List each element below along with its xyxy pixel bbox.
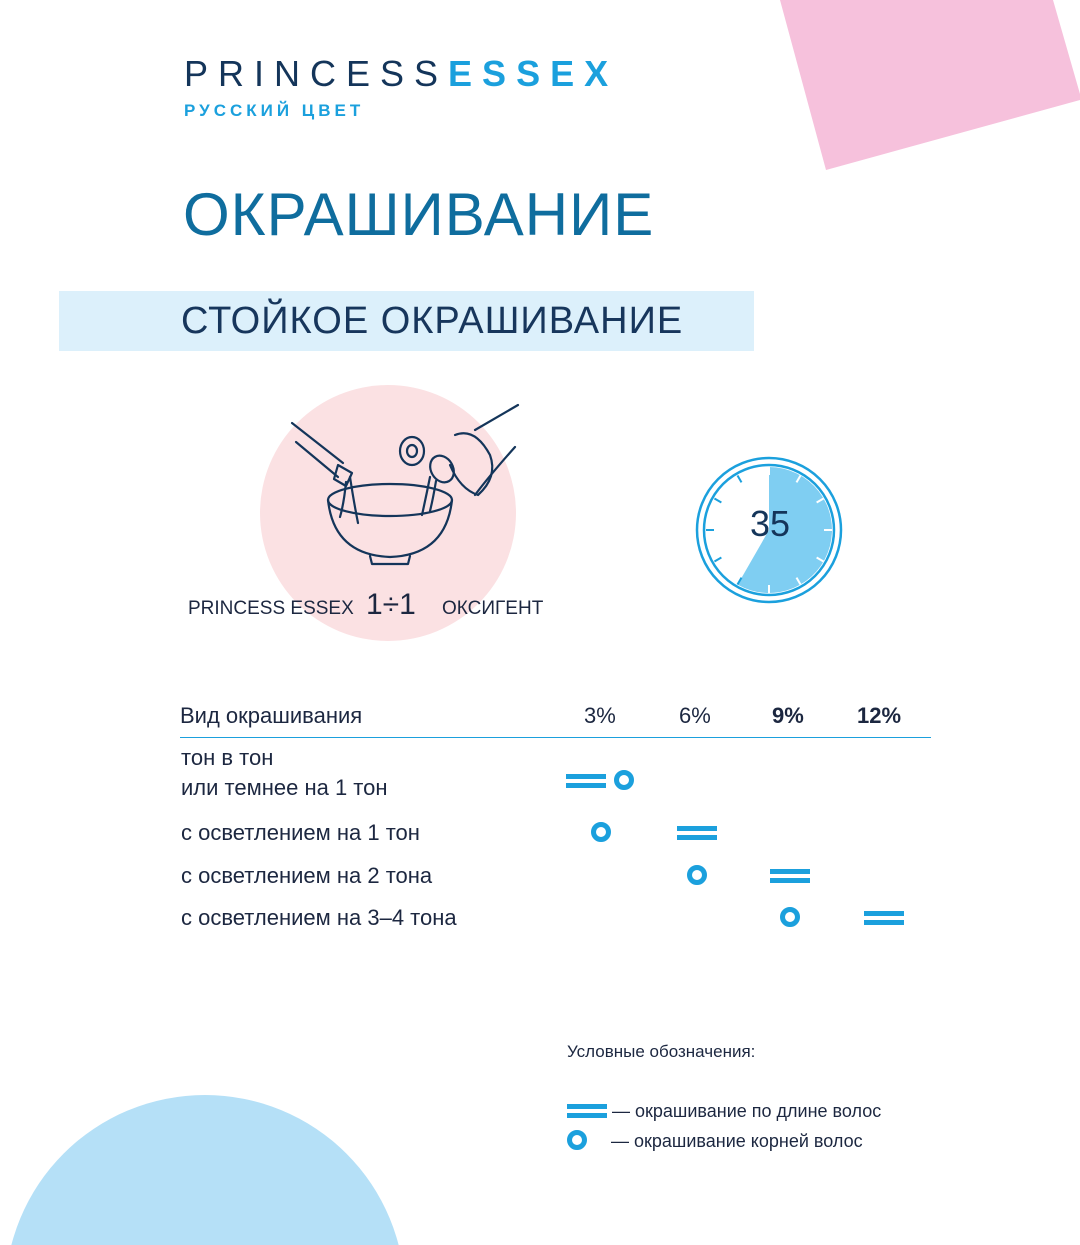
brand-name-part1: PRINCESS — [184, 53, 449, 94]
table-header-col-6: 6% — [679, 703, 711, 728]
timer-tick — [714, 558, 721, 562]
legend-roots-text: — окрашивание корней волос — [611, 1131, 863, 1151]
roots-coloring-marker — [780, 907, 800, 927]
timer-minutes: 35 — [749, 503, 791, 544]
brand-name-part2: ESSEX — [448, 53, 619, 94]
table-row-label: с осветлением на 3–4 тона — [181, 905, 457, 930]
brand-name — [184, 53, 619, 94]
roots-coloring-marker — [591, 822, 611, 842]
table-header-col-3: 3% — [584, 703, 616, 728]
table-row-label: с осветлением на 1 тон — [181, 820, 420, 845]
legend-title: Условные обозначения: — [567, 1042, 756, 1061]
length-coloring-marker — [770, 869, 810, 883]
ring-icon — [567, 1130, 587, 1150]
decorative-blue-circle — [0, 1080, 420, 1245]
page-title: ОКРАШИВАНИЕ — [183, 181, 655, 248]
brand-subtitle: РУССКИЙ ЦВЕТ — [184, 101, 365, 120]
row-label-line1: тон в тон — [181, 745, 274, 770]
double-line-icon — [567, 1104, 607, 1118]
table-header-col-12: 12% — [857, 703, 902, 728]
timer-tick — [714, 499, 721, 503]
table-row-label — [181, 743, 388, 803]
row-label-line2: или темнее на 1 тон — [181, 775, 388, 800]
brand-logo — [184, 53, 619, 120]
roots-coloring-marker — [687, 865, 707, 885]
mix-right-label: ОКСИГЕНТ — [442, 598, 544, 619]
mix-left-label: PRINCESS ESSEX — [188, 598, 354, 619]
table-header-col-9: 9% — [772, 703, 804, 728]
timer-tick — [738, 475, 742, 482]
mix-ratio: 1÷1 — [366, 588, 416, 621]
table-header-type: Вид окрашивания — [180, 703, 363, 728]
roots-coloring-marker — [614, 770, 634, 790]
table-header-divider — [180, 737, 931, 738]
table-row-label: с осветлением на 2 тона — [181, 863, 433, 888]
section-title: СТОЙКОЕ ОКРАШИВАНИЕ — [181, 300, 684, 342]
length-coloring-marker — [677, 826, 717, 840]
legend-length-text: — окрашивание по длине волос — [612, 1101, 882, 1121]
length-coloring-marker — [864, 911, 904, 925]
length-coloring-marker — [566, 774, 606, 788]
